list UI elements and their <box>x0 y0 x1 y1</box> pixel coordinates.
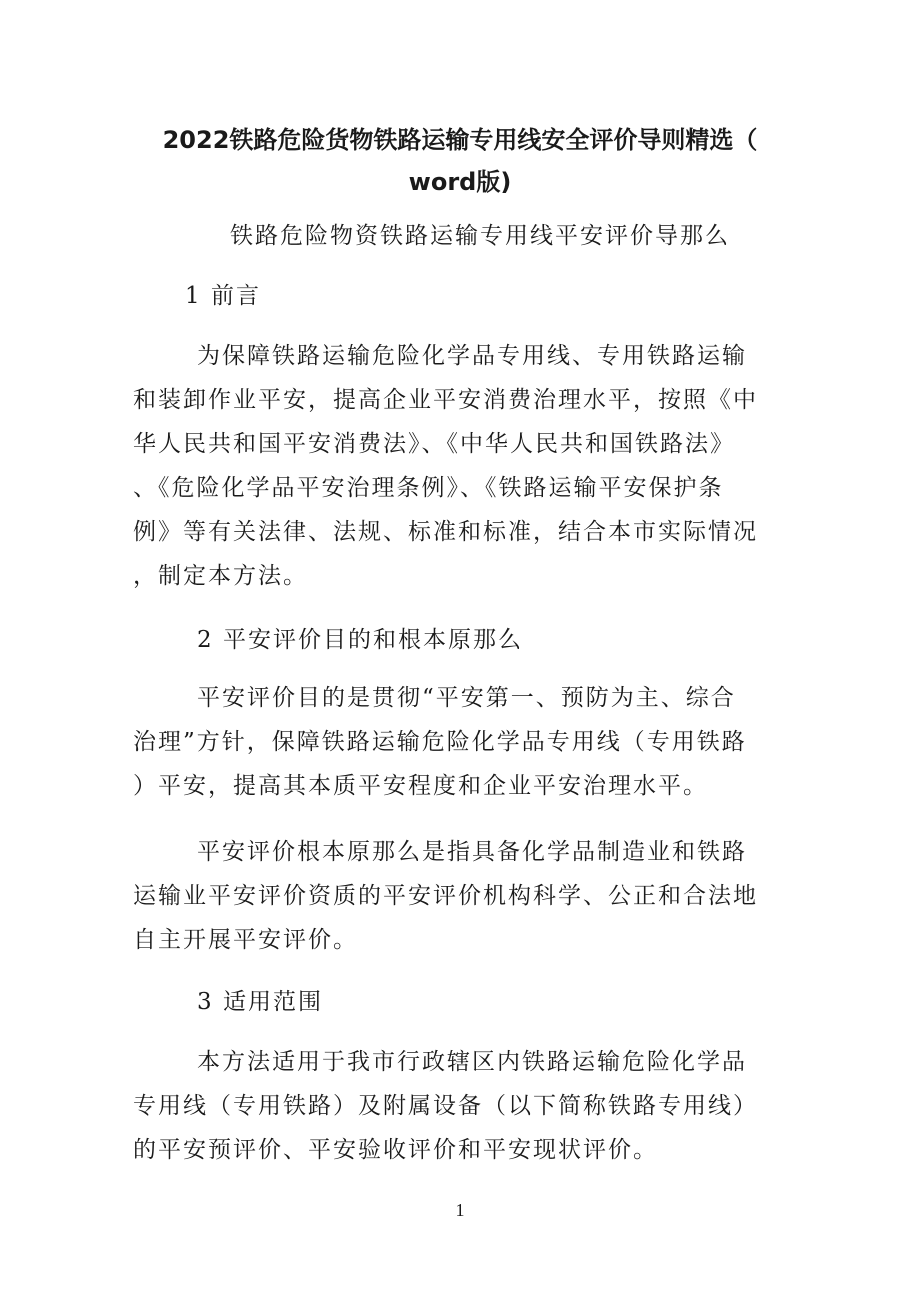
section-2-heading: 2 平安评价目的和根本原那么 <box>197 627 523 653</box>
page-number: 1 <box>455 1200 465 1220</box>
paragraph-line: 专用线（专用铁路）及附属设备（以下简称铁路专用线） <box>133 1093 758 1119</box>
section-2-paragraph-1 <box>133 676 793 808</box>
paragraph-line: 本方法适用于我市行政辖区内铁路运输危险化学品 <box>197 1049 747 1075</box>
paragraph-line: 为保障铁路运输危险化学品专用线、专用铁路运输 <box>197 343 747 369</box>
section-3-paragraph <box>133 1040 793 1172</box>
paragraph-line: 运输业平安评价资质的平安评价机构科学、公正和合法地 <box>133 883 758 909</box>
paragraph-line: 的平安预评价、平安验收评价和平安现状评价。 <box>133 1137 658 1163</box>
document-subtitle: 铁路危险物资铁路运输专用线平安评价导那么 <box>230 223 730 249</box>
paragraph-line: 、《危险化学品平安治理条例》、《铁路运输平安保护条 <box>133 475 724 501</box>
section-2-paragraph-2 <box>133 830 793 962</box>
paragraph-line: ，制定本方法。 <box>133 563 308 589</box>
document-title-line-2: word版) <box>408 168 512 196</box>
paragraph-line: 例》等有关法律、法规、标准和标准，结合本市实际情况 <box>133 519 758 545</box>
paragraph-line: 治理”方针，保障铁路运输危险化学品专用线（专用铁路 <box>133 729 747 755</box>
section-1-paragraph <box>133 334 793 598</box>
paragraph-line: 和装卸作业平安，提高企业平安消费治理水平，按照《中 <box>133 387 758 413</box>
paragraph-line: 自主开展平安评价。 <box>133 927 358 953</box>
paragraph-line: 平安评价根本原那么是指具备化学品制造业和铁路 <box>197 839 747 865</box>
paragraph-line: ）平安，提高其本质平安程度和企业平安治理水平。 <box>133 773 708 799</box>
paragraph-line: 平安评价目的是贯彻“平安第一、预防为主、综合 <box>197 685 736 711</box>
section-1-heading: 1 前言 <box>185 283 261 309</box>
paragraph-line: 华人民共和国平安消费法》、《中华人民共和国铁路法》 <box>133 431 735 457</box>
section-3-heading: 3 适用范围 <box>197 989 323 1015</box>
document-title-line-1: 2022铁路危险货物铁路运输专用线安全评价导则精选（ <box>162 126 758 154</box>
